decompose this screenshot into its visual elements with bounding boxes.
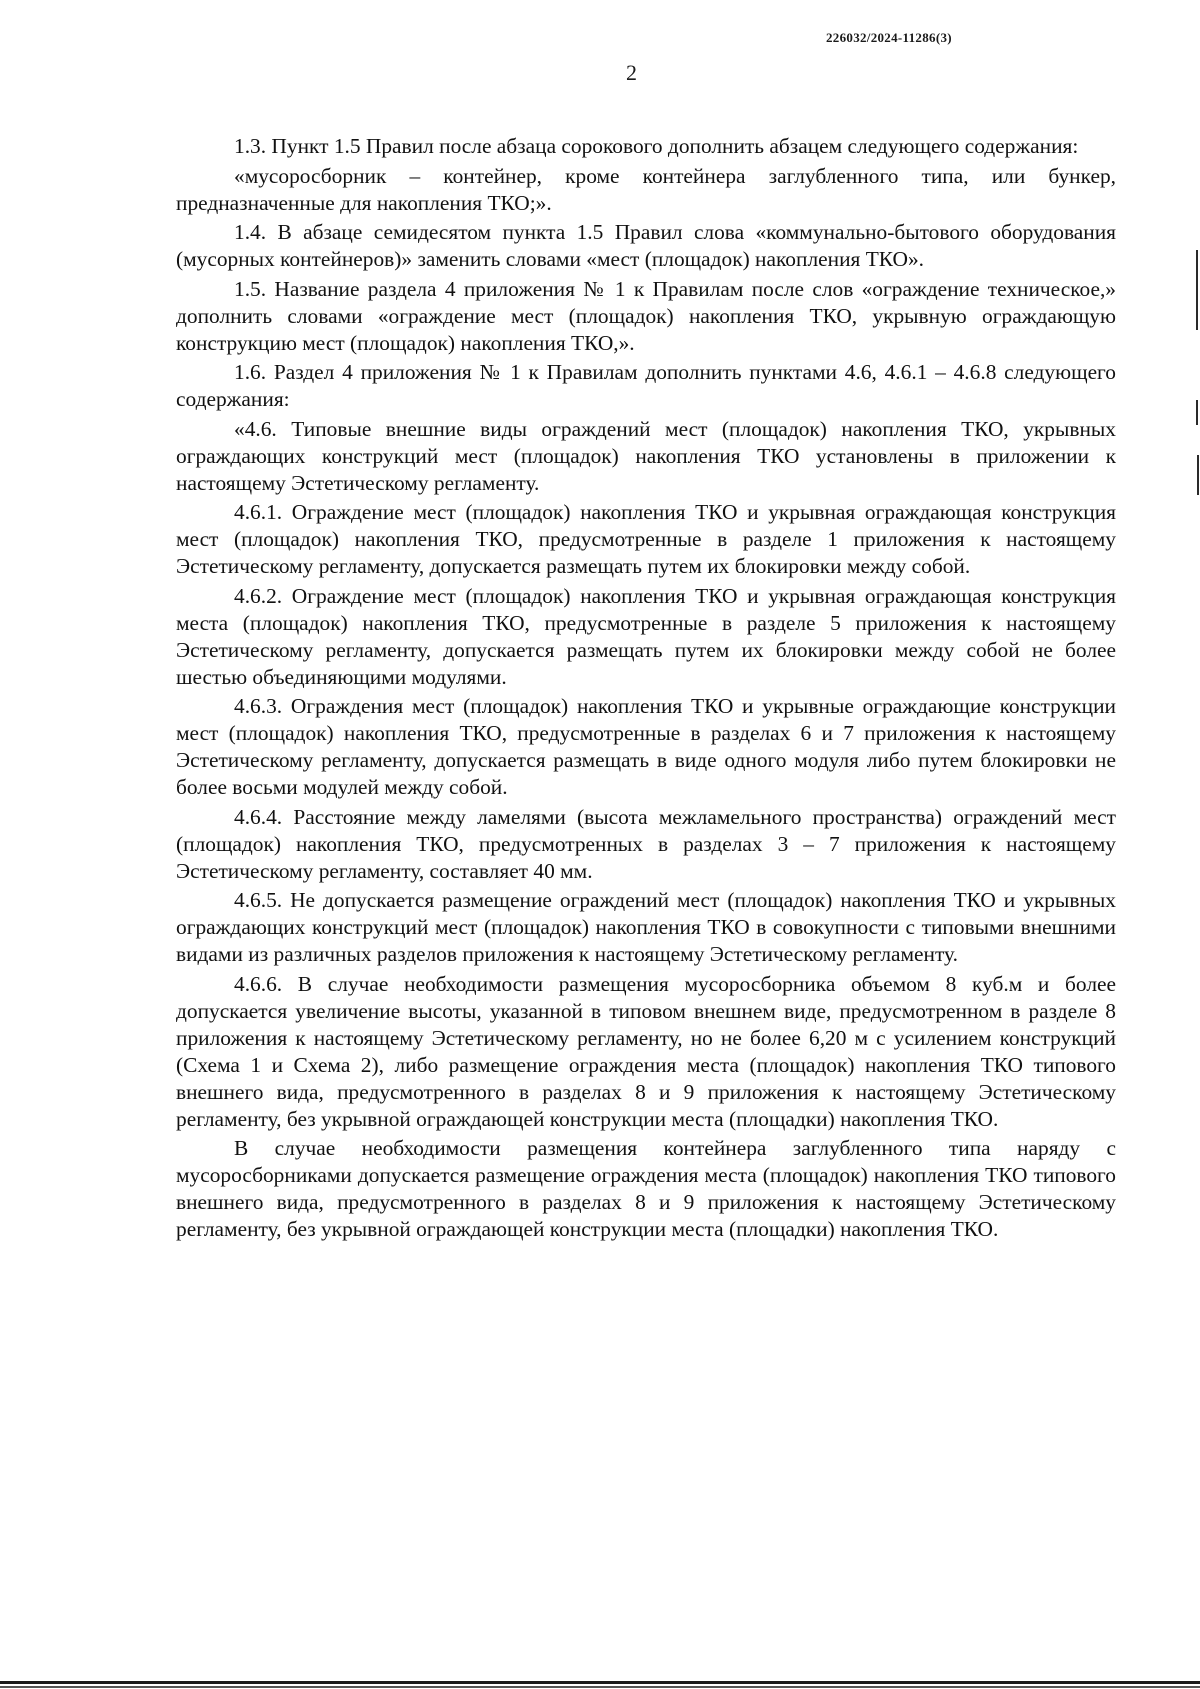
document-body — [176, 133, 1116, 1246]
page-number: 2 — [626, 60, 637, 85]
document-registration-number: 226032/2024-11286(3) — [826, 30, 952, 45]
scan-edge-mark — [1196, 250, 1198, 330]
paragraph-4-6-6-continued: В случае необходимости размещения контейнера заглубленного типа наряду с мусоросборниками допускается размещение ограждения места (площадок) накопления ТКО типового внешнего вида, предусмотренного в разделах 8 и 9 приложения к настоящему Эстетическому регламенту, без укрывной ограждающей конструкции места (площадки) накопления ТКО. — [176, 1136, 1116, 1241]
paragraph-1-3: 1.3. Пункт 1.5 Правил после абзаца сорокового дополнить абзацем следующего содержания: — [234, 134, 1079, 158]
paragraph-1-4: 1.4. В абзаце семидесятом пункта 1.5 Правил слова «коммунально-бытового оборудования (мусорных контейнеров)» заменить словами «мест (площадок) накопления ТКО». — [176, 220, 1116, 271]
paragraph-definition-musorosbornik: «мусоросборник – контейнер, кроме контейнера заглубленного типа, или бункер, предназначенные для накопления ТКО;». — [176, 163, 1116, 215]
scan-bottom-border — [0, 1686, 1200, 1688]
scan-bottom-border — [0, 1681, 1200, 1684]
paragraph-1-6: 1.6. Раздел 4 приложения № 1 к Правилам дополнить пунктами 4.6, 4.6.1 – 4.6.8 следующего содержания: — [176, 360, 1116, 411]
paragraph-4-6-3: 4.6.3. Ограждения мест (площадок) накопления ТКО и укрывные ограждающие конструкции мест (площадок) накопления ТКО, предусмотренные в разделах 6 и 7 приложения к настоящему Эстетическому регламенту, допускается размещать в виде одного модуля либо путем блокировки не более восьми модулей между собой. — [176, 694, 1116, 799]
paragraph-4-6-1: 4.6.1. Ограждение мест (площадок) накопления ТКО и укрывная ограждающая конструкция мест (площадок) накопления ТКО, предусмотренные в разделе 1 приложения к настоящему Эстетическому регламенту, допускается размещать путем их блокировки между собой. — [176, 500, 1116, 578]
paragraph-1-5: 1.5. Название раздела 4 приложения № 1 к Правилам после слов «ограждение техническое,» дополнить словами «ограждение мест (площадок) накопления ТКО, укрывную ограждающую конструкцию мест (площадок) накопления ТКО,». — [176, 276, 1116, 355]
paragraph-4-6-2: 4.6.2. Ограждение мест (площадок) накопления ТКО и укрывная ограждающая конструкция места (площадок) накопления ТКО, предусмотренные в разделе 5 приложения к настоящему Эстетическому регламенту, допускается размещать путем их блокировки между собой не более шестью объединяющими модулями. — [176, 583, 1116, 689]
paragraph-4-6-4: 4.6.4. Расстояние между ламелями (высота межламельного пространства) ограждений мест (площадок) накопления ТКО, предусмотренных в разделах 3 – 7 приложения к настоящему Эстетическому регламенту, составляет 40 мм. — [176, 804, 1116, 883]
paragraph-4-6: «4.6. Типовые внешние виды ограждений мест (площадок) накопления ТКО, укрывных ограждающих конструкций мест (площадок) накопления ТКО установлены в приложении к настоящему Эстетическому регламенту. — [176, 416, 1116, 495]
scan-edge-mark — [1197, 455, 1199, 495]
scan-edge-mark — [1196, 400, 1198, 425]
paragraph-4-6-6: 4.6.6. В случае необходимости размещения мусоросборника объемом 8 куб.м и более допускается увеличение высоты, указанной в типовом внешнем виде, предусмотренном в разделе 8 приложения к настоящему Эстетическому регламенту, но не более 6,20 м с усилением конструкций (Схема 1 и Схема 2), либо размещение ограждения места (площадок) накопления ТКО типового внешнего вида, предусмотренного в разделах 8 и 9 приложения к настоящему Эстетическому регламенту, без укрывной ограждающей конструкции места (площадки) накопления ТКО. — [176, 971, 1116, 1131]
paragraph-4-6-5: 4.6.5. Не допускается размещение ограждений мест (площадок) накопления ТКО и укрывных ограждающих конструкций мест (площадок) накопления ТКО в совокупности с типовыми внешними видами из различных разделов приложения к настоящему Эстетическому регламенту. — [176, 888, 1116, 966]
